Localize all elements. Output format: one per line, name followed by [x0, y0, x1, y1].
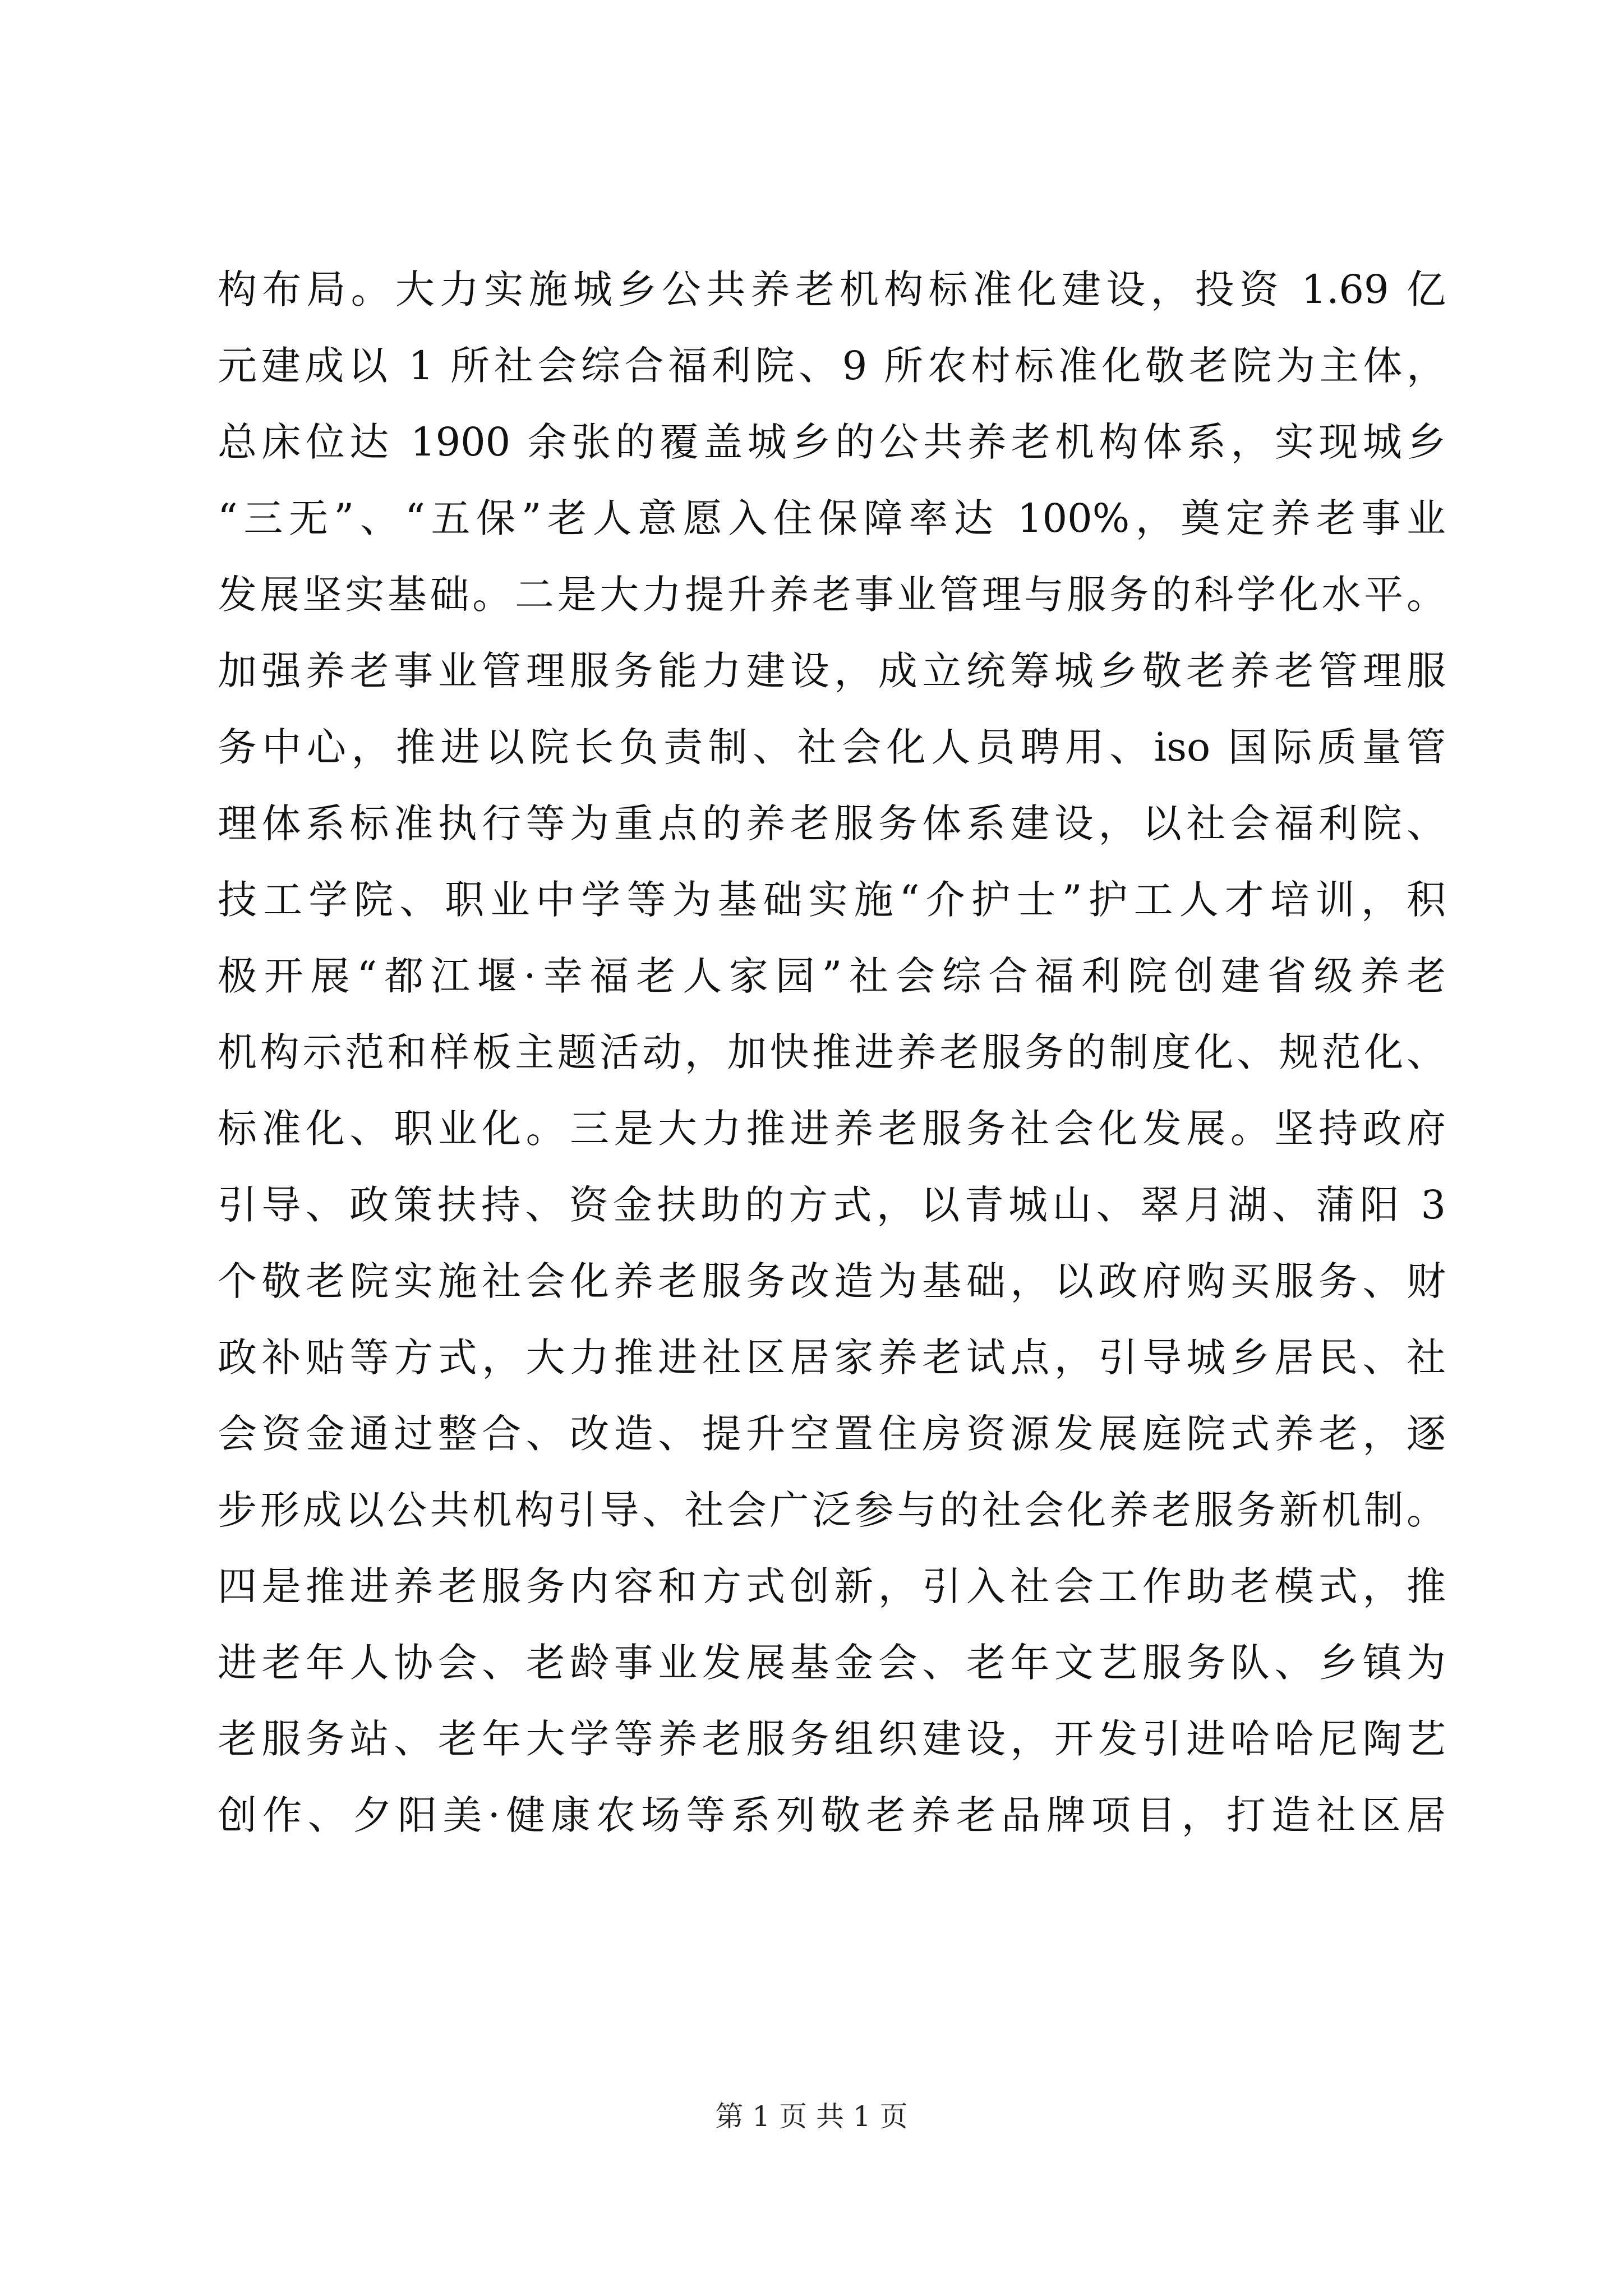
- text-line: 会资金通过整合、改造、提升空置住房资源发展庭院式养老，逐: [218, 1411, 1446, 1457]
- text-line: 理体系标准执行等为重点的养老服务体系建设，以社会福利院、: [218, 800, 1446, 846]
- text-line: 创作、夕阳美·健康农场等系列敬老养老品牌项目，打造社区居: [218, 1792, 1446, 1838]
- text-line: 机构示范和样板主题活动，加快推进养老服务的制度化、规范化、: [218, 1029, 1446, 1075]
- text-line: 极开展“都江堰·幸福老人家园”社会综合福利院创建省级养老: [218, 953, 1446, 999]
- page-footer: [0, 2097, 1623, 2136]
- text-line: 引导、政策扶持、资金扶助的方式，以青城山、翠月湖、蒲阳 3: [218, 1182, 1446, 1228]
- text-line: 政补贴等方式，大力推进社区居家养老试点，引导城乡居民、社: [218, 1335, 1446, 1381]
- text-line: 进老年人协会、老龄事业发展基金会、老年文艺服务队、乡镇为: [218, 1640, 1446, 1686]
- text-line: 四是推进养老服务内容和方式创新，引入社会工作助老模式，推: [218, 1563, 1446, 1609]
- text-line: 发展坚实基础。二是大力提升养老事业管理与服务的科学化水平。: [218, 572, 1446, 618]
- text-line: 元建成以 1 所社会综合福利院、9 所农村标准化敬老院为主体，: [218, 343, 1446, 389]
- text-line: 务中心，推进以院长负责制、社会化人员聘用、iso 国际质量管: [218, 724, 1446, 770]
- body-text: [218, 251, 1446, 1853]
- text-line: 加强养老事业管理服务能力建设，成立统筹城乡敬老养老管理服: [218, 648, 1446, 694]
- text-line: 步形成以公共机构引导、社会广泛参与的社会化养老服务新机制。: [218, 1487, 1446, 1533]
- text-line: 个敬老院实施社会化养老服务改造为基础，以政府购买服务、财: [218, 1258, 1446, 1304]
- text-line: 技工学院、职业中学等为基础实施“介护士”护工人才培训，积: [218, 877, 1446, 923]
- text-line: 构布局。大力实施城乡公共养老机构标准化建设，投资 1.69 亿: [218, 266, 1446, 312]
- text-line: 标准化、职业化。三是大力推进养老服务社会化发展。坚持政府: [218, 1106, 1446, 1152]
- text-line: “三无”、“五保”老人意愿入住保障率达 100%，奠定养老事业: [218, 495, 1446, 541]
- text-line: 老服务站、老年大学等养老服务组织建设，开发引进哈哈尼陶艺: [218, 1716, 1446, 1762]
- page-number-label: 第 1 页 共 1 页: [715, 2100, 908, 2133]
- text-line: 总床位达 1900 余张的覆盖城乡的公共养老机构体系，实现城乡: [218, 419, 1446, 465]
